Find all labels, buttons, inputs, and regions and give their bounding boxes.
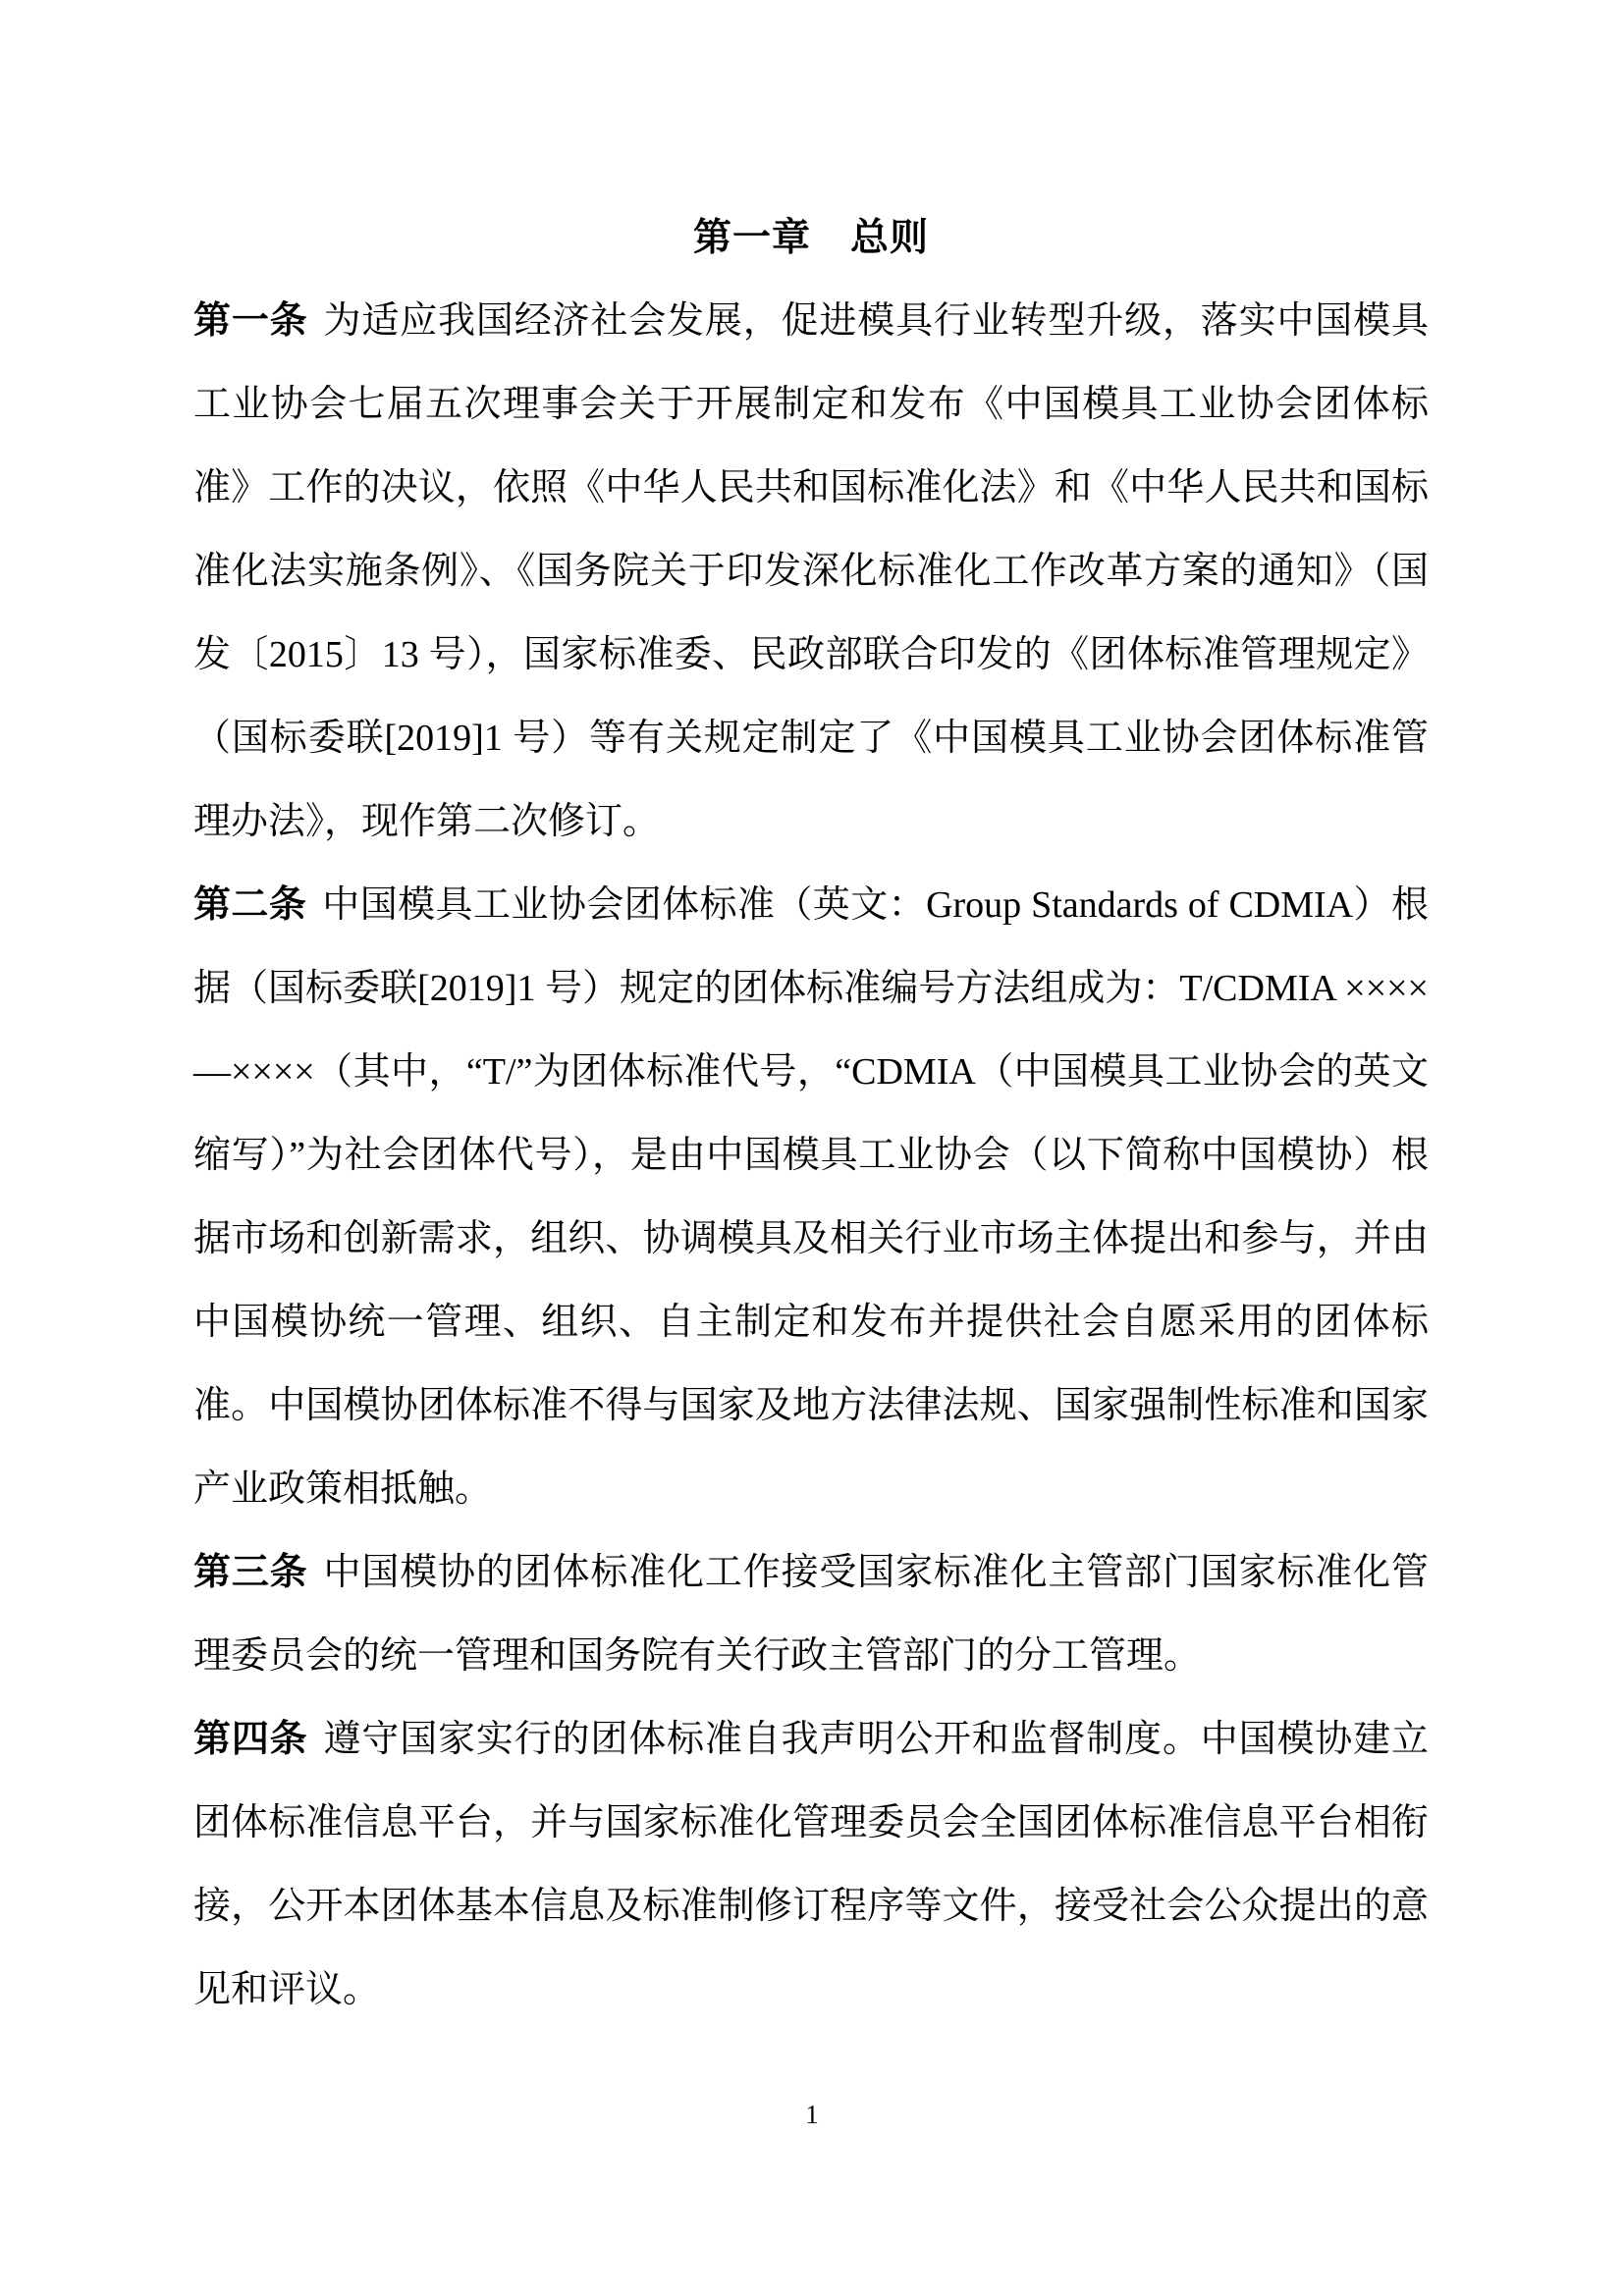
article-2-paragraph xyxy=(193,864,1429,1531)
article-2-label: 第二条 xyxy=(193,884,307,926)
article-1-paragraph xyxy=(193,280,1429,864)
page-content xyxy=(193,196,1429,2032)
article-1-text: 为适应我国经济社会发展，促进模具行业转型升级，落实中国模具工业协会七届五次理事会关于开展制定和发布《中国模具工业协会团体标准》工作的决议，依照《中华人民共和国标准化法》和《中华人民共和国标准化法实施条例》、《国务院关于印发深化标准化工作改革方案的通知》（国发〔2015〕13 号），国家标准委、民政部联合印发的《团体标准管理规定》（国标委联[2019]1 号）等有关规定制定了《中国模具工业协会团体标准管理办法》，现作第二次修订。 xyxy=(193,300,1429,842)
article-1-label: 第一条 xyxy=(193,300,308,342)
article-2-text: 中国模具工业协会团体标准（英文：Group Standards of CDMIA）根据（国标委联[2019]1 号）规定的团体标准编号方法组成为：T/CDMIA ××××—××××（其中，“T/”为团体标准代号，“CDMIA（中国模具工业协会的英文缩写）”为社会团体代号），是由中国模具工业协会（以下简称中国模协）根据市场和创新需求，组织、协调模具及相关行业市场主体提出和参与，并由中国模协统一管理、组织、自主制定和发布并提供社会自愿采用的团体标准。中国模协团体标准不得与国家及地方法律法规、国家强制性标准和国家产业政策相抵触。 xyxy=(193,884,1429,1510)
article-3-text: 中国模协的团体标准化工作接受国家标准化主管部门国家标准化管理委员会的统一管理和国务院有关行政主管部门的分工管理。 xyxy=(193,1552,1429,1677)
page-number: 1 xyxy=(805,2100,819,2129)
article-4-text: 遵守国家实行的团体标准自我声明公开和监督制度。中国模协建立团体标准信息平台，并与国家标准化管理委员会全国团体标准信息平台相衔接，公开本团体基本信息及标准制修订程序等文件，接受社会公众提出的意见和评议。 xyxy=(193,1719,1429,2010)
article-4-label: 第四条 xyxy=(193,1719,308,1760)
article-3-label: 第三条 xyxy=(193,1552,308,1593)
article-3-paragraph xyxy=(193,1531,1429,1698)
chapter-title: 第一章 总则 xyxy=(692,217,929,259)
article-4-paragraph xyxy=(193,1698,1429,2032)
